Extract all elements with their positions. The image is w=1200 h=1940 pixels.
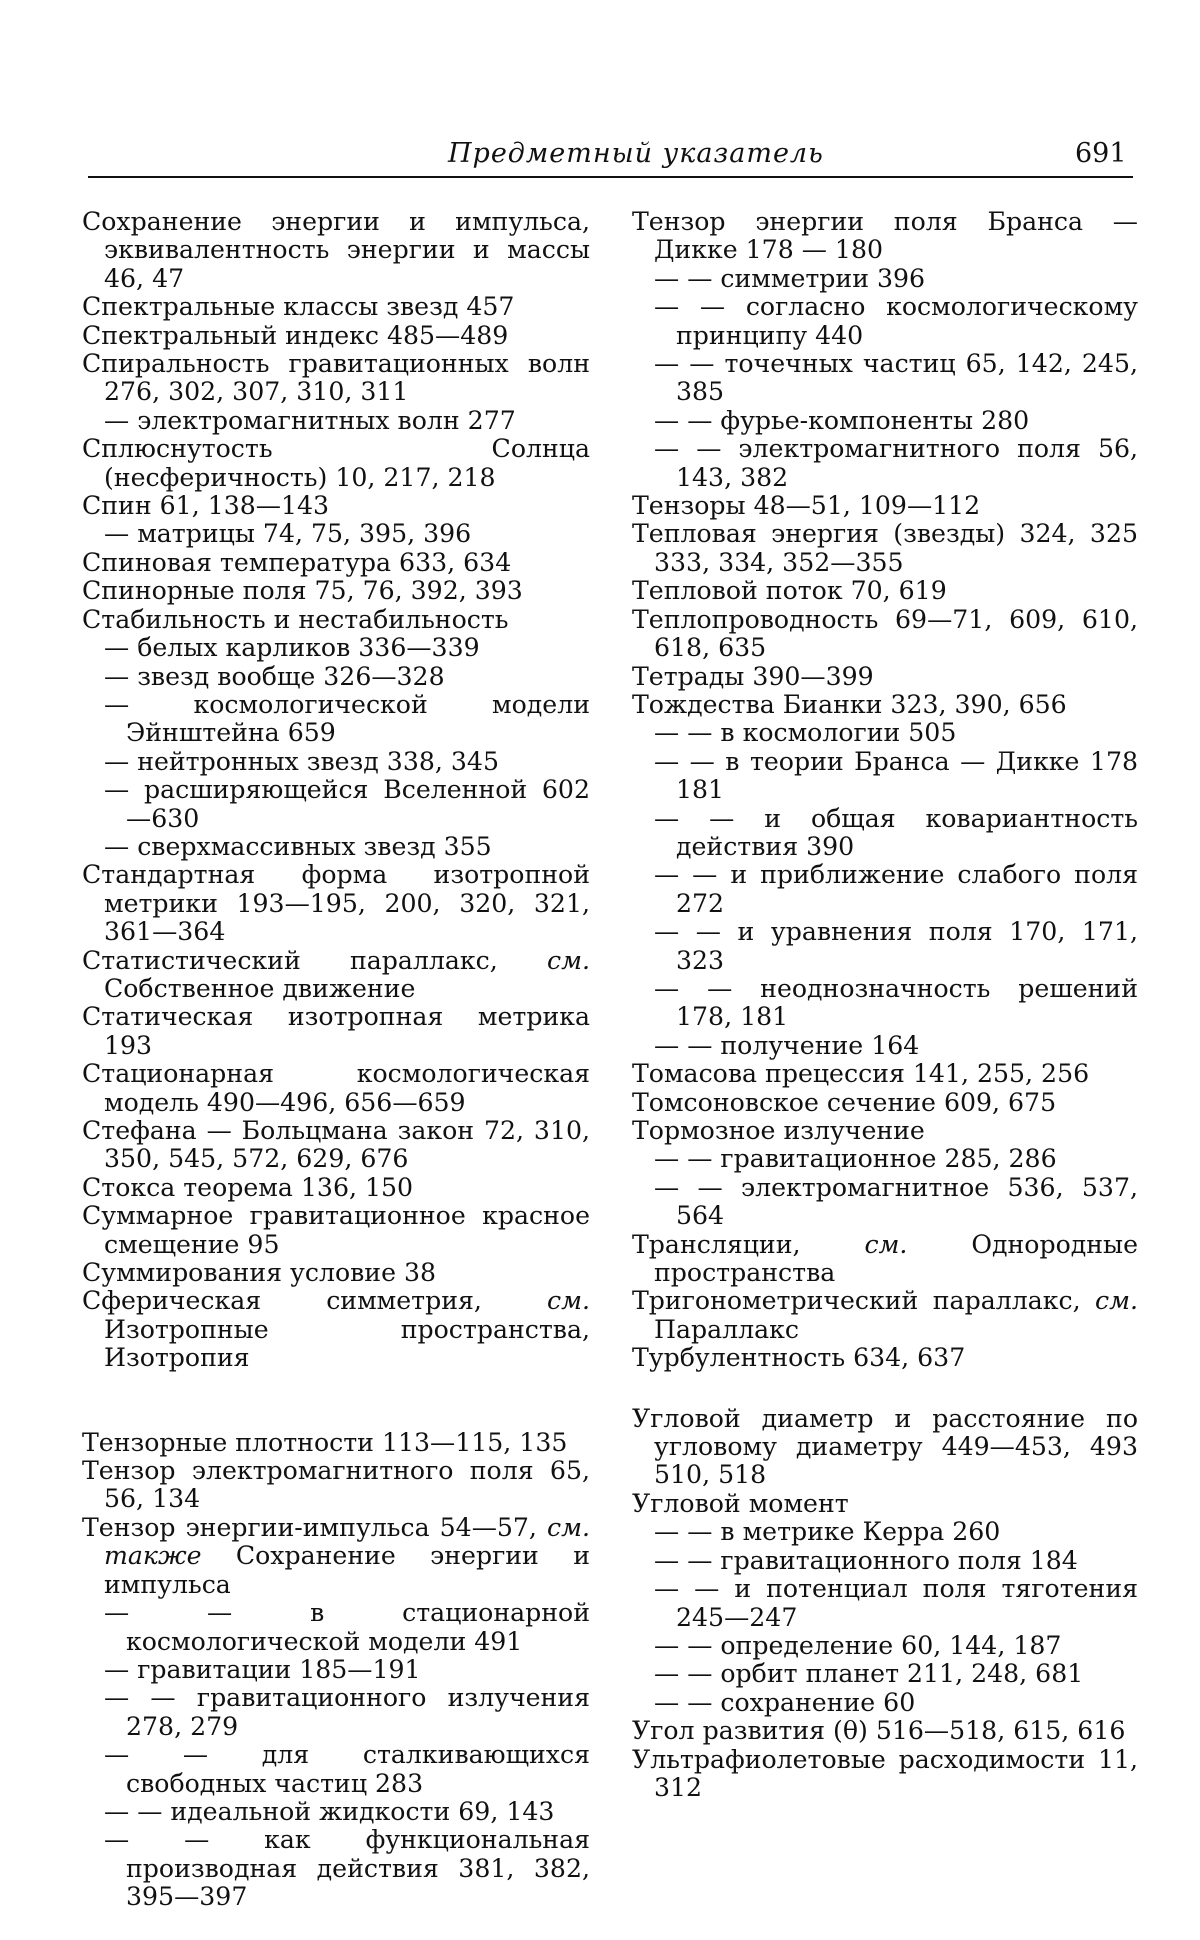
index-entry: Суммирования условие 38 (82, 1258, 437, 1288)
index-subentry: — белых карликов 336—339 (104, 633, 480, 663)
index-subentry: — нейтронных звезд 338, 345 (104, 746, 499, 776)
index-subentry: — — орбит планет 211, 248, 681 (654, 1659, 1084, 1689)
index-subentry: — матрицы 74, 75, 395, 396 (104, 519, 472, 549)
index-entry: Ультрафиолетовые расходимости 11, 312 (632, 1744, 1138, 1802)
index-entry: Тепловой поток 70, 619 (632, 576, 947, 606)
index-subentry: — — получение 164 (654, 1030, 920, 1060)
index-entry: Сохранение энергии и импульса, эквивалентность энергии и массы 46, 47 (82, 207, 590, 293)
index-subentry: — — гравитационное 285, 286 (654, 1144, 1057, 1174)
index-entry: Угол развития (θ) 516—518, 615, 616 (632, 1716, 1126, 1746)
index-subentry: — — и общая ковариантность действия 390 (654, 803, 1138, 861)
letter-gap (632, 1373, 1138, 1405)
index-entry: Тензор электромагнитного поля 65, 56, 134 (82, 1456, 590, 1514)
index-entry: Тригонометрический параллакс, см. Параллакс (632, 1286, 1138, 1344)
index-entry: Сплюснутость Солнца (несферичность) 10, 217, 218 (82, 434, 590, 492)
index-subentry: — — в космологии 505 (654, 718, 957, 748)
index-subentry: — — и потенциал поля тяготения 245—247 (654, 1574, 1138, 1632)
header-rule (88, 176, 1133, 178)
see-also-marker: см. также (104, 1512, 590, 1571)
running-header-title: Предметный указатель (448, 138, 824, 169)
index-entry: Тождества Бианки 323, 390, 656 (632, 689, 1067, 719)
index-subentry: — — и уравнения поля 170, 171, 323 (654, 917, 1138, 975)
index-entry: Тензоры 48—51, 109—112 (632, 491, 981, 521)
index-subentry: — — гравитационного излучения 278, 279 (104, 1683, 590, 1741)
index-entry: Тензор энергии поля Бранса — Дикке 178 — 180 (632, 207, 1138, 265)
index-entry: Турбулентность 634, 637 (632, 1343, 966, 1373)
index-entry: Томасова прецессия 141, 255, 256 (632, 1059, 1090, 1089)
index-entry: Стандартная форма изотропной метрики 193—195, 200, 320, 321, 361—364 (82, 860, 590, 947)
index-entry: Спектральный индекс 485—489 (82, 320, 509, 350)
index-entry: Стабильность и нестабильность (82, 604, 509, 634)
index-entry: Спиральность гравитационных волн 276, 302, 307, 310, 311 (82, 349, 590, 407)
index-entry: Угловой момент (632, 1488, 849, 1518)
index-subentry: — — в метрике Керра 260 (654, 1517, 1001, 1547)
index-subentry: — космологической модели Эйнштейна 659 (104, 689, 590, 748)
index-entry: Стационарная космологическая модель 490—496, 656—659 (82, 1059, 590, 1117)
index-entry: Стокса теорема 136, 150 (82, 1172, 414, 1202)
index-column-right (632, 208, 1138, 1802)
index-subentry: — — неоднозначность решений 178, 181 (654, 973, 1138, 1032)
index-subentry: — электромагнитных волн 277 (104, 405, 516, 435)
index-subentry: — — определение 60, 144, 187 (654, 1630, 1062, 1660)
index-entry: Тетрады 390—399 (632, 661, 874, 691)
index-subentry: — — идеальной жидкости 69, 143 (104, 1796, 555, 1826)
index-entry: Спин 61, 138—143 (82, 491, 330, 521)
index-entry: Статическая изотропная метрика 193 (82, 1002, 590, 1060)
see-also-marker: см. (547, 945, 590, 975)
index-entry: Трансляции, см. Однородные пространства (632, 1229, 1139, 1288)
index-entry: Статистический параллакс, см. Собственное движение (82, 945, 590, 1003)
index-subentry: — — симметрии 396 (654, 263, 926, 293)
index-subentry: — — сохранение 60 (654, 1687, 916, 1717)
index-entry: Стефана — Больцмана закон 72, 310, 350, 545, 572, 629, 676 (82, 1116, 590, 1174)
index-subentry: — — гравитационного поля 184 (654, 1545, 1078, 1575)
index-entry: Сферическая симметрия, см. Изотропные пространства, Изотропия (82, 1286, 590, 1373)
index-entry: Тормозное излучение (632, 1116, 925, 1145)
see-also-marker: см. (547, 1286, 590, 1316)
index-entry: Тепловая энергия (звезды) 324, 325 333, 334, 352—355 (632, 519, 1138, 577)
index-subentry: — звезд вообще 326—328 (104, 661, 445, 691)
index-entry: Суммарное гравитационное красное смещение 95 (82, 1201, 590, 1259)
index-entry: Тензор энергии-импульса 54—57, см. также Сохранение энергии и импульса (82, 1512, 590, 1599)
letter-gap (82, 1373, 590, 1429)
index-subentry: — — электромагнитное 536, 537, 564 (654, 1172, 1138, 1231)
index-subentry: — — электромагнитного поля 56, 143, 382 (654, 434, 1138, 492)
index-column-left (82, 208, 590, 1912)
index-subentry: — — в стационарной космологической модели 491 (104, 1598, 590, 1656)
index-subentry: — расширяющейся Вселенной 602—630 (104, 775, 590, 833)
index-entry: Угловой диаметр и расстояние по угловому диаметру 449—453, 493 510, 518 (632, 1403, 1138, 1490)
index-subentry: — — согласно космологическому принципу 440 (654, 292, 1138, 350)
index-subentry: — — для сталкивающихся свободных частиц 283 (104, 1740, 590, 1798)
index-subentry: — — и приближение слабого поля 272 (654, 860, 1138, 918)
index-entry: Спинорные поля 75, 76, 392, 393 (82, 576, 523, 606)
page-number: 691 (1075, 138, 1127, 169)
index-subentry: — — точечных частиц 65, 142, 245, 385 (654, 349, 1138, 407)
index-subentry: — — фурье-компоненты 280 (654, 405, 1030, 435)
index-entry: Томсоновское сечение 609, 675 (632, 1087, 1057, 1117)
index-subentry: — — как функциональная производная действия 381, 382, 395—397 (104, 1825, 590, 1912)
index-subentry: — сверхмассивных звезд 355 (104, 831, 492, 861)
index-entry: Тензорные плотности 113—115, 135 (82, 1427, 568, 1457)
index-subentry: — — в теории Бранса — Дикке 178 181 (654, 746, 1138, 805)
index-entry: Спиновая температура 633, 634 (82, 547, 512, 577)
see-also-marker: см. (1095, 1286, 1138, 1316)
index-entry: Спектральные классы звезд 457 (82, 292, 515, 322)
index-entry: Теплопроводность 69—71, 609, 610, 618, 635 (632, 604, 1138, 663)
index-subentry: — гравитации 185—191 (104, 1654, 421, 1684)
see-also-marker: см. (864, 1229, 908, 1259)
